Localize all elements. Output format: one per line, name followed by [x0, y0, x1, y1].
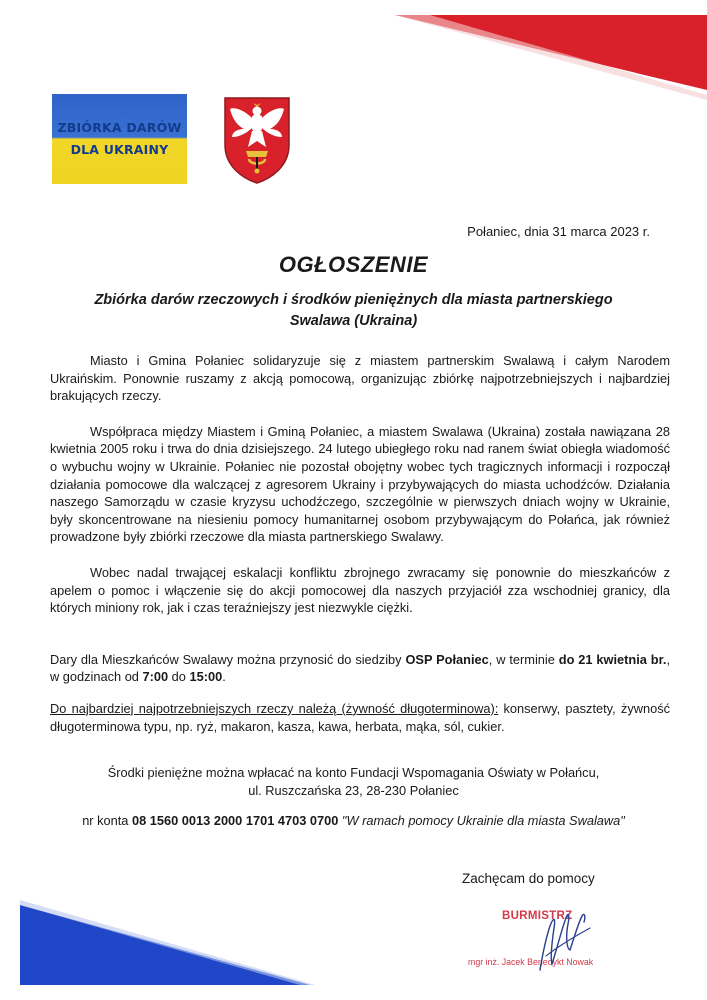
subtitle-line-1: Zbiórka darów rzeczowych i środków pieniężnych dla miasta partnerskiego: [94, 292, 613, 308]
delivery-deadline: do 21 kwietnia br.: [558, 651, 667, 667]
banner-line-1: ZBIÓRKA DARÓW: [57, 120, 182, 135]
delivery-text-4: do: [168, 669, 190, 685]
paragraph-needs: [50, 700, 670, 735]
stamp-title: BURMISTRZ: [502, 910, 573, 922]
money-info: [0, 764, 707, 800]
delivery-time-from: 7:00: [142, 669, 169, 685]
banner-line-2: DLA UKRAINY: [70, 142, 169, 157]
needs-items: konserwy, pasztety, żywność długoterminowa typu, np. ryż, makaron, kasza, kawa, herbata, mąka, sól, cukier.: [50, 700, 670, 734]
delivery-text-2: , w terminie: [488, 651, 559, 667]
page-title: OGŁOSZENIE: [278, 252, 429, 277]
announcement-body: [50, 352, 670, 735]
delivery-place: OSP Połaniec: [405, 651, 489, 667]
coat-of-arms-icon: [222, 95, 292, 185]
needs-heading: Do najbardziej najpotrzebniejszych rzeczy należą (żywność długoterminowa):: [50, 700, 499, 716]
paragraph-appeal: Wobec nadal trwającej eskalacji konfliktu zbrojnego zwracamy się ponownie do mieszkańców z apelem o pomoc i włączenie się do akcji pomocowej dla naszych przyjaciół zza wschodniej granicy, dla których miniony rok, jak i czas teraźniejszy jest niezwykle ciężki.: [50, 564, 670, 616]
stamp-name: mgr inż. Jacek Benedykt Nowak: [468, 957, 594, 967]
closing-text: Zachęcam do pomocy: [462, 871, 595, 886]
bank-account: [0, 812, 707, 830]
delivery-text-5: .: [222, 669, 226, 685]
delivery-time-to: 15:00: [189, 669, 223, 685]
account-label: nr konta: [82, 813, 132, 828]
money-line-2: ul. Ruszczańska 23, 28-230 Połaniec: [248, 783, 459, 798]
delivery-text-3: , w godzinach od: [50, 651, 671, 685]
money-line-1: Środki pieniężne można wpłacać na konto Fundacji Wspomagania Oświaty w Połańcu,: [107, 765, 600, 780]
subtitle-line-2: Swalawa (Ukraina): [289, 313, 418, 329]
subtitle: [70, 290, 637, 332]
ukraine-collection-banner: [52, 94, 187, 184]
paragraph-history: Współpraca między Miastem i Gminą Połaniec, a miastem Swalawa (Ukraina) została nawiązana 28 kwietnia 2005 roku i trwa do dnia dzisiejszego. 24 lutego ubiegłego roku nad ranem świat obiegła wiadomość o wybuchu wojny w Ukrainie. Połaniec nie pozostał obojętny wobec tych tragicznych informacji i rozpoczął działania pomocowe dla walczącej z agresorem Ukrainy i przybywających do miasta uchodźców. Działania naszego Samorządu w czasie kryzysu uchodźczego, szczególnie w pierwszych dniach wojny w Ukrainie, były skoncentrowane na niesieniu pomocy humanitarnej osobom przybywającym do Połańca, jak również prowadzone były zbiórki rzeczowe dla miasta partnerskiego Swalawy.: [50, 423, 670, 545]
paragraph-delivery: [50, 651, 670, 686]
delivery-text-1: Dary dla Mieszkańców Swalawy można przynosić do siedziby: [50, 651, 406, 667]
account-note: "W ramach pomocy Ukrainie dla miasta Swalawa": [338, 813, 625, 828]
paragraph-solidarity: Miasto i Gmina Połaniec solidaryzuje się z miastem partnerskim Swalawą i całym Narodem Ukraińskim. Ponownie ruszamy z akcją pomocową, organizując zbiórkę najpotrzebniejszych i najbardziej brakujących rzeczy.: [50, 353, 670, 404]
signature-icon: [520, 898, 600, 978]
date-line: Połaniec, dnia 31 marca 2023 r.: [467, 224, 650, 239]
account-number: 08 1560 0013 2000 1701 4703 0700: [131, 813, 339, 828]
